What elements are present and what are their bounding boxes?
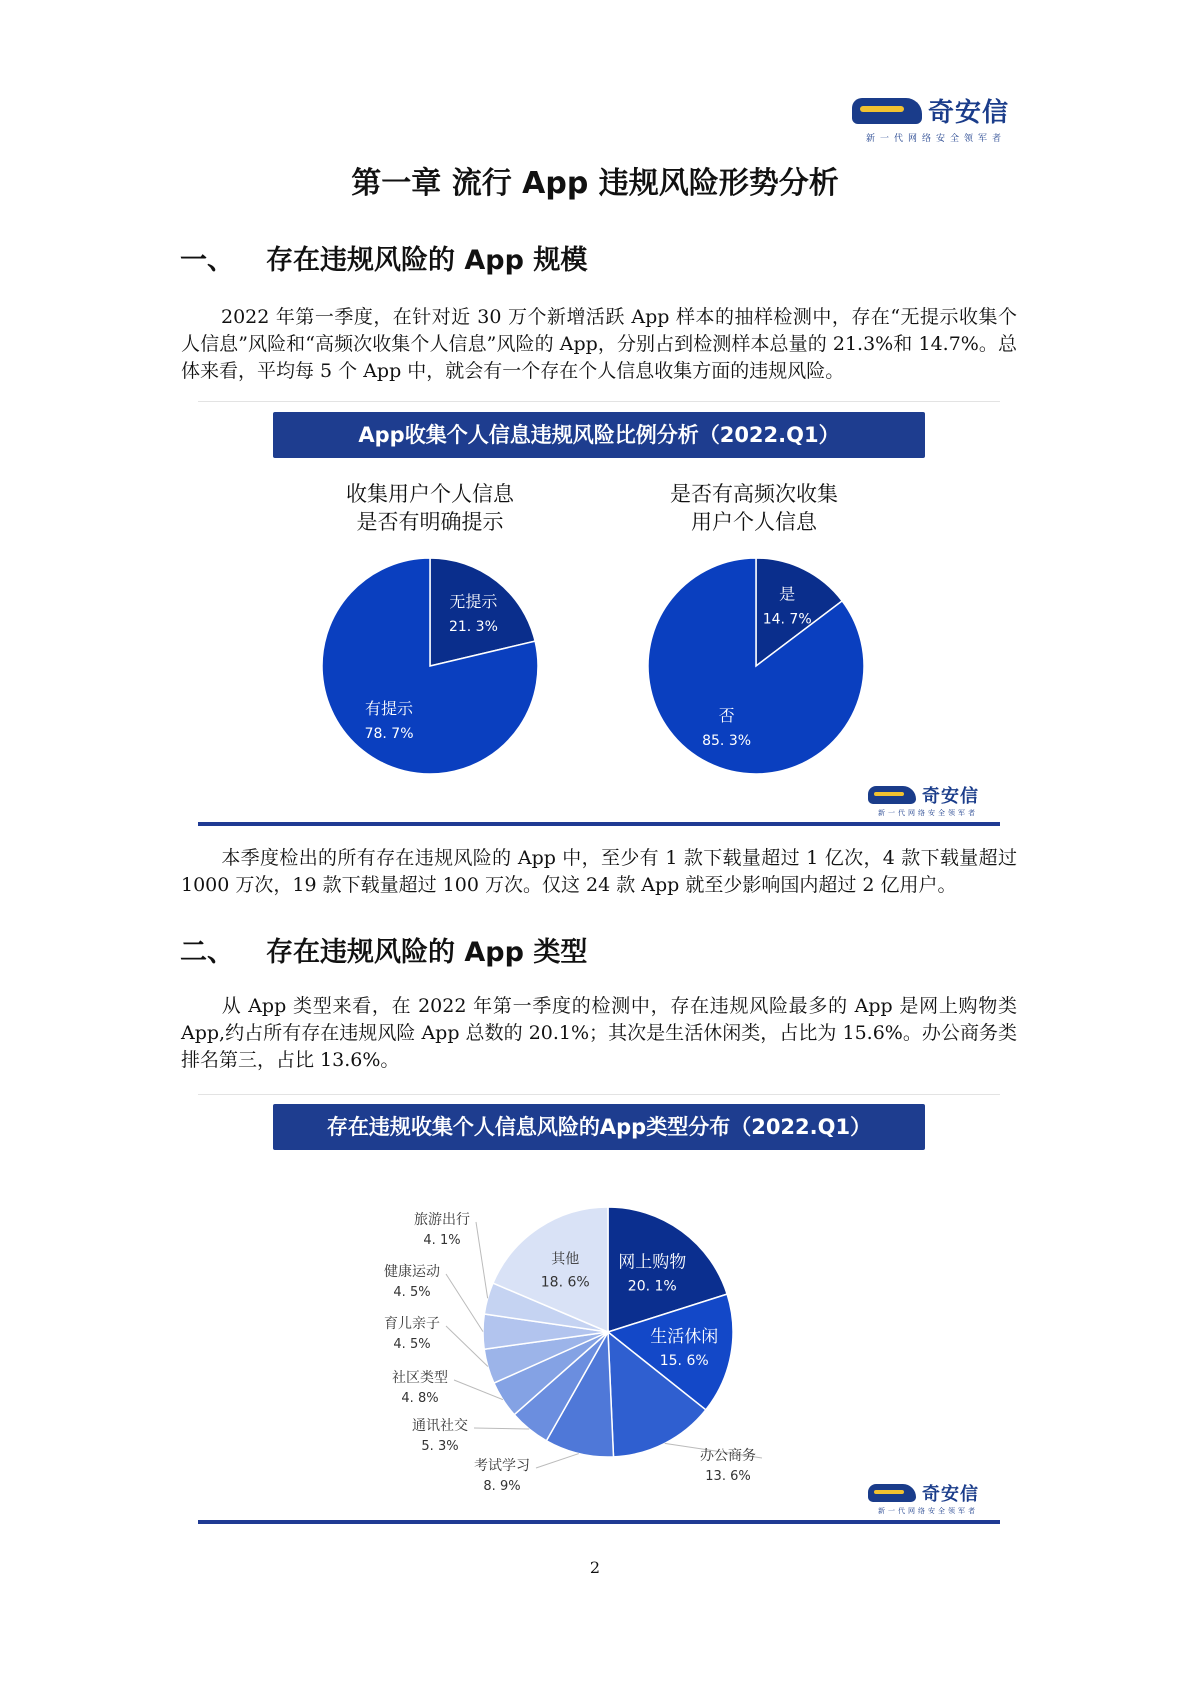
section2-paragraph [181,993,1017,1074]
pie-slice-label: 生活休闲 [650,1327,719,1348]
logo-icon [852,98,922,124]
pie-slice-label: 否 [718,706,735,726]
pie-slice-value: 85. 3% [702,733,752,750]
section1-title: 存在违规风险的 App 规模 [266,245,588,276]
section1-number: 一、 [180,245,234,276]
pie-slice-value: 78. 7% [364,725,414,742]
leader-line [476,1222,488,1298]
section2-title: 存在违规风险的 App 类型 [266,937,588,968]
pie-slice-value: 20. 1% [627,1278,677,1295]
pie-slice-value: 4. 5% [393,1285,431,1300]
pie-slice-label: 育儿亲子 [384,1316,440,1332]
pie3-chart [350,1190,800,1520]
section1-paragraph [181,304,1017,385]
pie-slice-label: 社区类型 [392,1370,448,1386]
chart2-logo-name: 奇安信 [922,1484,979,1505]
pie-slice-value: 18. 6% [540,1274,590,1291]
chart1-logo-slogan: 新一代网络安全领军者 [878,809,978,817]
pie-slice-label: 通讯社交 [412,1418,468,1434]
chart1-bottom-rule [198,822,1000,826]
leader-line [446,1274,483,1332]
pie-slice-label: 有提示 [365,698,414,718]
leader-line [446,1326,488,1366]
pie-slice-label: 旅游出行 [414,1212,470,1228]
pie-slice-label: 无提示 [449,592,498,612]
section2-number: 二、 [180,937,234,968]
leader-line [474,1428,529,1429]
pie-slice-label: 健康运动 [384,1264,440,1280]
pie-slice-value: 4. 5% [393,1337,431,1352]
leader-line [536,1454,579,1468]
chart1-logo-name: 奇安信 [922,786,979,807]
section2-paragraph-text: 从 App 类型来看，在 2022 年第一季度的检测中，存在违规风险最多的 App 是网上购物类 App,约占所有存在违规风险 App 总数的 20.1%；其次是生活休闲类，占比为 15.6%。办公商务类排名第三，占比 13.6%。 [181,995,1017,1071]
pie-slice-value: 4. 8% [401,1391,439,1406]
pie-slice-label: 是 [779,584,796,604]
chart2-bottom-rule [198,1520,1000,1524]
pie2-title-line2: 用户个人信息 [691,510,817,534]
pie-slice-value: 15. 6% [659,1353,709,1370]
section1-paragraph2-text: 本季度检出的所有存在违规风险的 App 中，至少有 1 款下载量超过 1 亿次，4 款下载量超过 1000 万次，19 款下载量超过 100 万次。仅这 24 款 App 就至少影响国内超过 2 亿用户。 [181,847,1017,896]
section1-paragraph-text: 2022 年第一季度，在针对近 30 万个新增活跃 App 样本的抽样检测中，存在“无提示收集个人信息”风险和“高频次收集个人信息”风险的 App，分别占到检测样本总量的 21.3%和 14.7%。总体来看，平均每 5 个 App 中，就会有一个存在个人信息收集方面的违规风险。 [181,306,1017,382]
pie-slice-label: 其他 [551,1251,580,1268]
pie2-title-line1: 是否有高频次收集 [670,482,838,506]
pie-slice-value: 8. 9% [483,1479,521,1494]
pie-slice-label: 办公商务 [700,1448,756,1464]
page-number: 2 [589,1558,601,1577]
pie2-chart [626,540,886,780]
chart2-logo [868,1480,979,1516]
pie-slice-value: 14. 7% [762,611,812,628]
chart1-banner: App收集个人信息违规风险比例分析（2022.Q1） [273,412,925,458]
pie1-title [282,480,578,536]
pie2-title [606,480,902,536]
pie1-title-line2: 是否有明确提示 [356,510,504,534]
divider [198,1094,1000,1095]
header-logo [852,92,1009,144]
pie-slice-value: 5. 3% [421,1439,459,1454]
chapter-title: 第一章 流行 App 违规风险形势分析 [351,166,839,201]
logo-icon [868,1484,916,1502]
pie-slice-label: 网上购物 [618,1252,687,1273]
pie1-title-line1: 收集用户个人信息 [346,482,514,506]
pie-slice-label: 考试学习 [474,1458,530,1474]
divider [198,401,1000,402]
pie-slice-value: 4. 1% [423,1233,461,1248]
chart2-logo-slogan: 新一代网络安全领军者 [878,1507,978,1515]
section1-paragraph2 [181,845,1017,899]
pie-slice-value: 13. 6% [705,1469,751,1484]
logo-icon [868,786,916,804]
pie-slice-value: 21. 3% [448,619,498,636]
chart1-logo [868,782,979,818]
logo-slogan: 新一代网络安全领军者 [866,134,1007,144]
logo-name: 奇安信 [928,98,1010,128]
pie1-chart [300,540,560,780]
chart2-banner: 存在违规收集个人信息风险的App类型分布（2022.Q1） [273,1104,925,1150]
